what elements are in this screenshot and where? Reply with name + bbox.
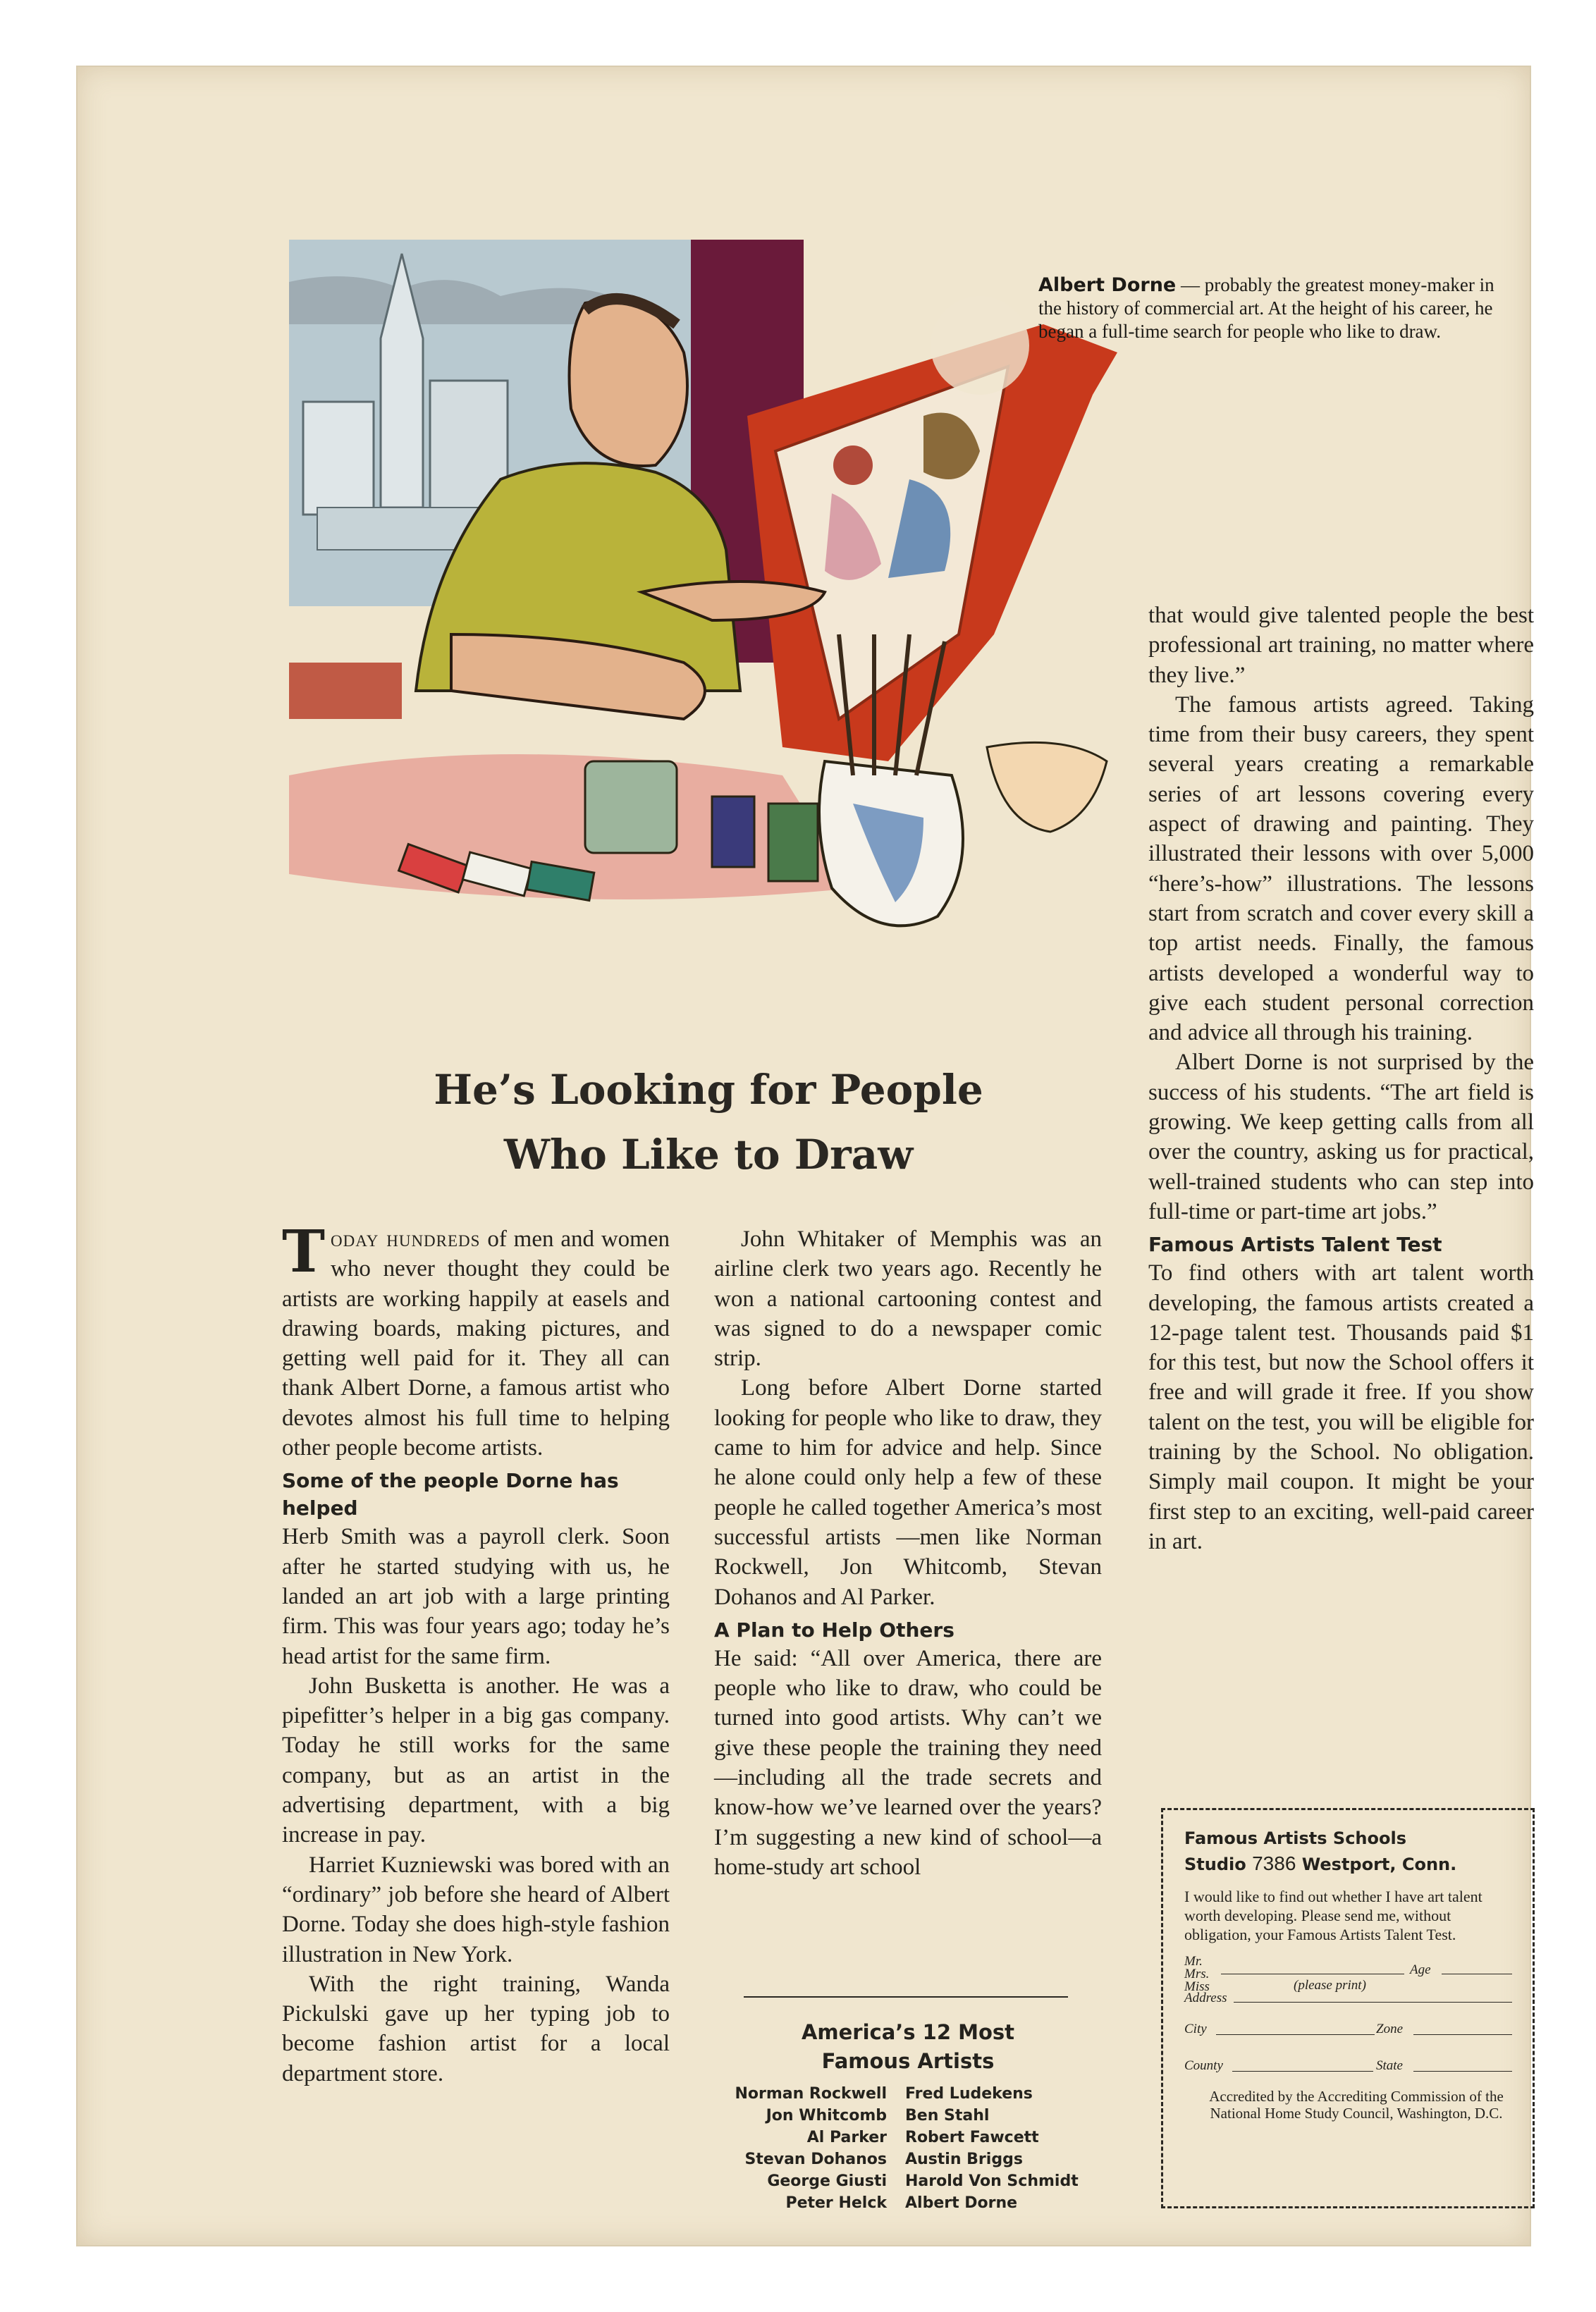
paragraph: To find others with art talent worth developing, the famous artists created a 12-page talent test. Thousands paid $1 for this test, but now the School offers it free and will grade it free. If you show talent on the test, you will be eligible for training by the School. No obligation. Simply mail coupon. It might be your first step to an exciting, well-paid career in art. — [1148, 1260, 1534, 1554]
coupon-city: Westport, Conn. — [1301, 1855, 1457, 1874]
comic-back-page — [78, 67, 1534, 2245]
artists-title-line-1: America’s 12 Most — [801, 2020, 1015, 2044]
artists-box-title — [714, 2018, 1102, 2076]
county-label: County — [1184, 2058, 1223, 2073]
article-column-3 — [1148, 601, 1534, 1556]
studio-number: 7386 — [1252, 1852, 1296, 1874]
address-label: Address — [1184, 1991, 1227, 2005]
artist-name: Robert Fawcett — [905, 2129, 1039, 2146]
caption-name: Albert Dorne — [1038, 274, 1177, 296]
list-item — [698, 2127, 1121, 2148]
city-line[interactable] — [1216, 2034, 1375, 2035]
paragraph — [282, 1218, 670, 1463]
age-label: Age — [1410, 1962, 1431, 1977]
paragraph: Herb Smith was a payroll clerk. Soon after he started studying with us, he landed an art job with a large printing firm. This was four years ago; today he’s head artist for the same firm. — [282, 1524, 670, 1669]
list-item — [698, 2148, 1121, 2170]
address-line[interactable] — [1234, 2002, 1512, 2003]
artist-name: Al Parker — [806, 2129, 887, 2146]
city-label: City — [1184, 2022, 1207, 2036]
coupon-accreditation: Accredited by the Accrediting Commission of the National Home Study Council, Washington, D.C. — [1209, 2088, 1504, 2122]
artist-name: Norman Rockwell — [735, 2085, 887, 2103]
artist-name: Albert Dorne — [905, 2194, 1018, 2212]
coupon-address-line — [1184, 1851, 1514, 1877]
article-column-1 — [282, 1218, 670, 2089]
artists-list — [698, 2083, 1121, 2214]
artist-name: Ben Stahl — [905, 2107, 990, 2125]
paragraph: Harriet Kuzniewski was bored with an “ordinary” job before she heard of Albert Dorne. Today she does high-style fashion illustration in New York. — [282, 1852, 670, 1967]
subheading: A Plan to Help Others — [714, 1618, 954, 1642]
drop-cap: T — [282, 1218, 326, 1286]
list-item — [698, 2170, 1121, 2192]
city-field[interactable] — [1184, 2009, 1514, 2046]
list-item — [698, 2083, 1121, 2105]
paragraph: He said: “All over America, there are people who like to draw, who could be turned into good artists. Why can’t we give these people the training they need—including all the trade secrets and know-how we’ve learned over the years? I’m suggesting a new kind of school—a home-study art school — [714, 1645, 1102, 1880]
state-line[interactable] — [1413, 2071, 1512, 2072]
paragraph: John Busketta is another. He was a pipefitter’s helper in a big gas company. Today he still works for the same company, but as an artist in the advertising department, with a big increase in pay. — [282, 1673, 670, 1848]
artist-name: Austin Briggs — [905, 2151, 1023, 2168]
subheading: Famous Artists Talent Test — [1148, 1233, 1442, 1257]
county-line[interactable] — [1232, 2071, 1373, 2072]
salutation-miss: Miss — [1184, 1979, 1210, 1994]
zone-line[interactable] — [1413, 2034, 1512, 2035]
headline-line-2: Who Like to Draw — [503, 1131, 914, 1179]
paragraph: The famous artists agreed. Taking time from their busy careers, they spent several years creating a remarkable series of art lessons covering every aspect of drawing and painting. They illustrated their lessons with over 5,000 “here’s-how” illustrations. The lessons start from scratch and cover every skill a top artist needs. Finally, the famous artists developed a wonderful way to give each student personal correction and advice all through his training. — [1148, 691, 1534, 1046]
paragraph: that would give talented people the best professional art training, no matter where they live.” — [1148, 603, 1534, 688]
albert-dorne-illustration — [289, 240, 1117, 1015]
artist-name: George Giusti — [767, 2172, 887, 2190]
zone-label: Zone — [1376, 2022, 1403, 2036]
artist-name: Jon Whitcomb — [766, 2107, 887, 2125]
paragraph: With the right training, Wanda Pickulski gave up her typing job to become fashion artist for a local department store. — [282, 1971, 670, 2086]
divider — [744, 1996, 1068, 1998]
state-label: State — [1376, 2058, 1403, 2073]
mail-coupon[interactable] — [1161, 1808, 1535, 2208]
paragraph-text: of men and women who never thought they could be artists are working happily at easels and drawing boards, making pictures, and getting well paid for it. They all can thank Albert Dorne, a famous artist who devotes almost his full time to helping other people become artists. — [282, 1226, 670, 1461]
name-field[interactable] — [1184, 1954, 1514, 2009]
lead-small-caps: oday hundreds — [331, 1226, 481, 1252]
headline-line-1: He’s Looking for People — [434, 1066, 983, 1114]
artists-title-line-2: Famous Artists — [821, 2049, 995, 2073]
studio-label: Studio — [1184, 1855, 1246, 1874]
salutation-mr: Mr. — [1184, 1954, 1203, 1969]
subheading: Some of the people Dorne has helped — [282, 1469, 619, 1520]
list-item — [698, 2105, 1121, 2127]
print-note: (please print) — [1294, 1978, 1366, 1993]
salutation-mrs: Mrs. — [1184, 1967, 1210, 1981]
headline — [282, 1057, 1135, 1187]
article-column-2 — [714, 1224, 1102, 1882]
illustration-caption — [1038, 273, 1518, 343]
paragraph: Albert Dorne is not surprised by the success of his students. “The art field is growing. We keep getting calls from all over the country, asking us for practical, well-trained students who can step into full-time or part-time art jobs.” — [1148, 1050, 1534, 1224]
paragraph: John Whitaker of Memphis was an airline clerk two years ago. Recently he won a national cartooning contest and was signed to do a newspaper comic strip. — [714, 1226, 1102, 1372]
paragraph: Long before Albert Dorne started looking for people who like to draw, they came to him for advice and help. Since he alone could only help a few of these people he called together America’s most successful artists —men like Norman Rockwell, Jon Whitcomb, Stevan Dohanos and Al Parker. — [714, 1375, 1102, 1610]
caption-text: — probably the greatest money-maker in the history of commercial art. At the height of his career, he began a full-time search for people who like to draw. — [1038, 274, 1494, 342]
artist-name: Fred Ludekens — [905, 2085, 1033, 2103]
artist-name: Peter Helck — [785, 2194, 887, 2212]
coupon-school: Famous Artists Schools — [1184, 1828, 1406, 1848]
coupon-body: I would like to find out whether I have art talent worth developing. Please send me, without obligation, your Famous Artists Talent Test. — [1184, 1888, 1483, 1943]
artist-name: Stevan Dohanos — [744, 2151, 887, 2168]
salutations — [1184, 1955, 1210, 1993]
county-field[interactable] — [1184, 2046, 1514, 2082]
list-item — [698, 2192, 1121, 2214]
artist-name: Harold Von Schmidt — [905, 2172, 1079, 2190]
